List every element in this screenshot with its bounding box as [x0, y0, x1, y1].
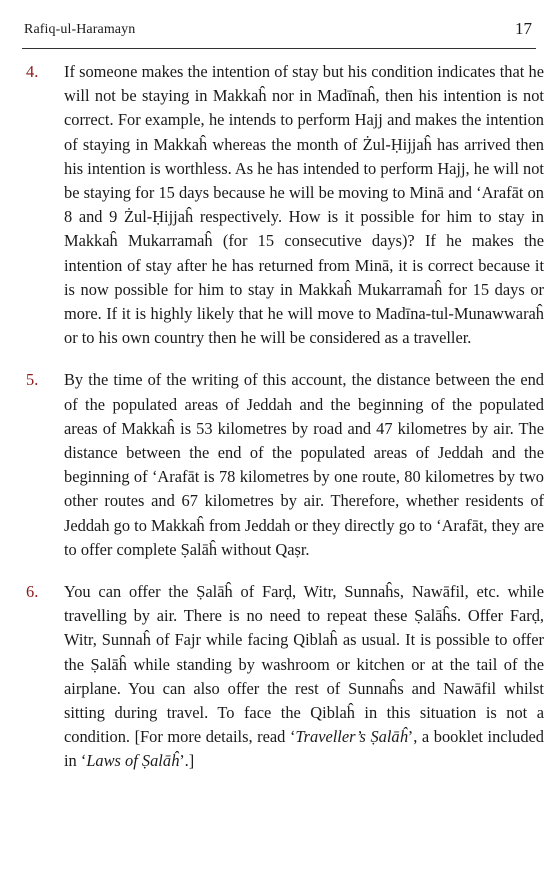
- item-text-mid: ’, a booklet included in ‘: [64, 727, 544, 771]
- book-title: Laws of Ṣalāĥ: [86, 751, 180, 771]
- running-title: Rafiq-ul-Haramayn: [24, 22, 136, 37]
- item-text: By the time of the writing of this account, the distance between the end of the populated areas of Jeddah and the beginning of the populated areas of Makkaĥ is 53 kilometres by road and 47 kilometres by air. The distance between the end of the populated areas of Jeddah and the beginning of ‘Arafāt is 78 kilometres by one route, 80 kilometres by two other routes and 67 kilometres by air. Therefore, whether residents of Jeddah go to Makkaĥ from Jeddah or they directly go to ‘Arafāt, they are to offer complete Ṣalāĥ without Qaṣr.: [64, 370, 544, 559]
- list-item: [22, 60, 544, 350]
- page-number: 17: [515, 19, 532, 38]
- item-number: 4.: [26, 62, 39, 81]
- item-number: 5.: [26, 370, 39, 390]
- page-header: [22, 18, 536, 49]
- item-text-main: You can offer the Ṣalāĥ of Farḍ, Witr, Sunnaĥs, Nawāfil, etc. while travelling by air. There is no need to repeat these Ṣalāĥs. Offer Farḍ, Witr, Sunnaĥ of Fajr while facing Qiblaĥ as usual. It is possible to offer the Ṣalāĥ while standing by washroom or kitchen or at the tail of the airplane. You can also offer the rest of Sunnaĥs and Nawāfil whilst sitting during travel. To face the Qiblaĥ in this situation is not a condition. [For more details, read ‘: [64, 582, 544, 747]
- item-text-end: ’.]: [179, 751, 195, 771]
- item-text: [64, 580, 544, 774]
- page-content: [22, 60, 544, 792]
- item-text: If someone makes the intention of stay but his condition indicates that he will not be staying in Makkaĥ nor in Madīnaĥ, then his intention is not correct. For example, he intends to perform Hajj and makes the intention of staying in Makkaĥ whereas the month of Żul-Ḥijjaĥ has arrived then his intention is worthless. As he has intended to perform Hajj, he will not be staying for 15 days because he will be moving to Minā and ‘Arafāt on 8 and 9 Żul-Ḥijjaĥ respectively. How is it possible for him to stay in Makkaĥ Mukarramaĥ (for 15 consecutive days)? If he makes the intention of stay after he has returned from Minā, it is correct because it is now possible for him to stay in Makkaĥ Mukarramaĥ for 15 days or more. If it is highly likely that he will move to Madīna-tul-Munawwaraĥ or to his own country then he will be considered as a traveller.: [64, 62, 544, 348]
- list-item: [22, 368, 544, 562]
- item-number: 6.: [26, 582, 39, 602]
- list-item: [22, 580, 544, 774]
- booklet-title: Traveller’s Ṣalāĥ: [295, 727, 408, 747]
